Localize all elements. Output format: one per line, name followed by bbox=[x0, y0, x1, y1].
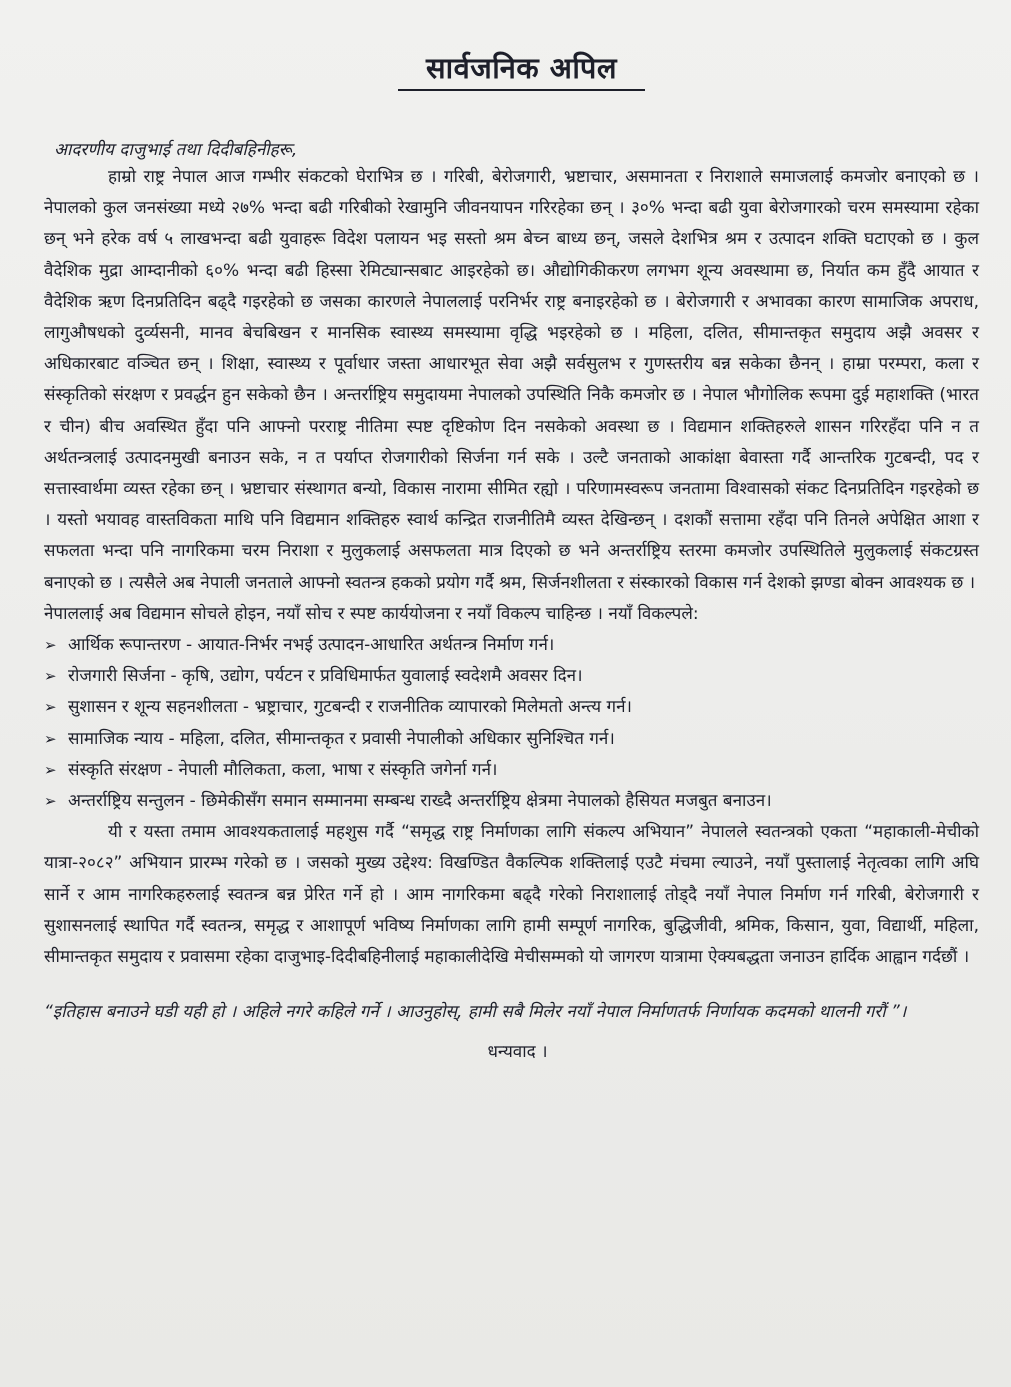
salutation: आदरणीय दाजुभाई तथा दिदीबहिनीहरू, bbox=[54, 140, 298, 160]
list-item bbox=[44, 755, 979, 786]
points-intro: नेपाललाई अब विद्यमान सोचले होइन, नयाँ सोच र स्पष्ट कार्ययोजना र नयाँ विकल्प चाहिन्छ । नयाँ विकल्पले: bbox=[44, 603, 699, 624]
list-item-text: सामाजिक न्याय - महिला, दलित, सीमान्तकृत र प्रवासी नेपालीको अधिकार सुनिश्चित गर्न। bbox=[68, 728, 615, 749]
arrowhead-bullet-icon: ➢ bbox=[44, 729, 57, 748]
closing-quote: “इतिहास बनाउने घडी यही हो । अहिले नगरे कहिले गर्ने । आउनुहोस्, हामी सबै मिलेर नयाँ नेपाल निर्माणतर्फ निर्णायक कदमको थालनी गरौं ”। bbox=[44, 1002, 907, 1023]
paragraph-problems: हाम्रो राष्ट्र नेपाल आज गम्भीर संकटको घेराभित्र छ । गरिबी, बेरोजगारी, भ्रष्टाचार, असमानता र निराशाले समाजलाई कमजोर बनाएको छ । नेपालको कुल जनसंख्या मध्ये २७% भन्दा बढी गरिबीको रेखामुनि जीवनयापन गरिरहेका छन् । ३०% भन्दा बढी युवा बेरोजगारको चरम समस्यामा रहेका छन् भने हरेक वर्ष ५ लाखभन्दा बढी युवाहरू विदेश पलायन भइ सस्तो श्रम बेच्न बाध्य छन्, जसले देशभित्र श्रम र उत्पादन शक्ति घटाएको छ । कुल वैदेशिक मुद्रा आम्दानीको ६०% भन्दा बढी हिस्सा रेमिट्यान्सबाट आइरहेको छ। औद्योगिकीकरण लगभग शून्य अवस्थामा छ, निर्यात कम हुँदै आयात र वैदेशिक ऋण दिनप्रतिदिन बढ्दै गइरहेको छ जसका कारणले नेपाललाई परनिर्भर राष्ट्र बनाइरहेको छ । बेरोजगारी र अभावका कारण सामाजिक अपराध, लागुऔषधको दुर्व्यसनी, मानव बेचबिखन र मानसिक स्वास्थ्य समस्यामा वृद्धि भइरहेको छ । महिला, दलित, सीमान्तकृत समुदाय अझै अवसर र अधिकारबाट वञ्चित छन् । शिक्षा, स्वास्थ्य र पूर्वाधार जस्ता आधारभूत सेवा अझै सर्वसुलभ र गुणस्तरीय बन्न सकेका छैनन् । हाम्रा परम्परा, कला र संस्कृतिको संरक्षण र प्रवर्द्धन हुन सकेको छैन । अन्तर्राष्ट्रिय समुदायमा नेपालको उपस्थिति निकै कमजोर छ । नेपाल भौगोलिक रूपमा दुई महाशक्ति (भारत र चीन) बीच अवस्थित हुँदा पनि आफ्नो परराष्ट्र नीतिमा स्पष्ट दृष्टिकोण दिन नसकेको अवस्था छ । विद्यमान शक्तिहरुले शासन गरिरहँदा पनि न त अर्थतन्त्रलाई उत्पादनमुखी बनाउन सके, न त पर्याप्त रोजगारीको सिर्जना गर्न सके । उल्टै जनताको आकांक्षा बेवास्ता गर्दै आन्तरिक गुटबन्दी, पद र सत्तास्वार्थमा व्यस्त रहेका छन् । भ्रष्टाचार संस्थागत बन्यो, विकास नारामा सीमित रह्यो । परिणामस्वरूप जनतामा विश्वासको संकट दिनप्रतिदिन गइरहेको छ । यस्तो भयावह वास्तविकता माथि पनि विद्यमान शक्तिहरु स्वार्थ कन्द्रित राजनीतिमै व्यस्त देखिन्छन् । दशकौं सत्तामा रहँदा पनि तिनले अपेक्षित आशा र सफलता भन्दा पनि नागरिकमा चरम निराशा र मुलुकलाई असफलता मात्र दिएको छ भने अन्तर्राष्ट्रिय स्तरमा कमजोर उपस्थितिले मुलुकलाई संकटग्रस्त बनाएको छ । त्यसैले अब नेपाली जनताले आफ्नो स्वतन्त्र हकको प्रयोग गर्दै श्रम, सिर्जनशीलता र संस्कारको विकास गर्न देशको झण्डा बोक्न आवश्यक छ । bbox=[44, 167, 980, 593]
list-item bbox=[44, 724, 979, 755]
list-item bbox=[44, 661, 979, 692]
arrowhead-bullet-icon: ➢ bbox=[44, 698, 57, 717]
list-item-text: अन्तर्राष्ट्रिय सन्तुलन - छिमेकीसँग समान सम्मानमा सम्बन्ध राख्दै अन्तर्राष्ट्रिय क्षेत्रमा नेपालको हैसियत मजबुत बनाउन। bbox=[68, 791, 772, 812]
arrowhead-bullet-icon: ➢ bbox=[44, 792, 57, 811]
paragraph-campaign: यी र यस्ता तमाम आवश्यकतालाई महशुस गर्दै “समृद्ध राष्ट्र निर्माणका लागि संकल्प अभियान” नेपालले स्वतन्त्रको एकता “महाकाली-मेचीको यात्रा-२०८२” अभियान प्रारम्भ गरेको छ । जसको मुख्य उद्देश्य: विखण्डित वैकल्पिक शक्तिलाई एउटै मंचमा ल्याउने, नयाँ पुस्तालाई नेतृत्वका लागि अघि सार्ने र आम नागरिकहरुलाई स्वतन्त्र बन्न प्रेरित गर्ने हो । आम नागरिकमा बढ्दै गरेको निराशालाई तोड्दै नयाँ नेपाल निर्माण गर्न गरिबी, बेरोजगारी र सुशासनलाई स्थापित गर्दै स्वतन्त्र, समृद्ध र आशापूर्ण भविष्य निर्माणका लागि हामी सम्पूर्ण नागरिक, बुद्धिजीवी, श्रमिक, किसान, युवा, विद्यार्थी, महिला, सीमान्तकृत समुदाय र प्रवासमा रहेका दाजुभाइ-दिदीबहिनीलाई महाकालीदेखि मेचीसम्मको यो जागरण यात्रामा ऐक्यबद्धता जनाउन हार्दिक आह्वान गर्दछौं । bbox=[44, 822, 979, 968]
list-item-text: रोजगारी सिर्जना - कृषि, उद्योग, पर्यटन र प्रविधिमार्फत युवालाई स्वदेशमै अवसर दिन। bbox=[68, 666, 583, 687]
document-title: सार्वजनिक अपिल bbox=[398, 48, 645, 91]
list-item-text: संस्कृति संरक्षण - नेपाली मौलिकता, कला, भाषा र संस्कृति जगेर्ना गर्न। bbox=[68, 759, 498, 780]
list-item bbox=[44, 786, 979, 817]
list-item bbox=[44, 630, 979, 661]
document-body bbox=[44, 162, 979, 973]
list-item-text: सुशासन र शून्य सहनशीलता - भ्रष्ट्राचार, गुटबन्दी र राजनीतिक व्यापारको मिलेमतो अन्त्य गर्न। bbox=[68, 697, 632, 718]
arrowhead-bullet-icon: ➢ bbox=[44, 636, 57, 655]
alternatives-list bbox=[44, 630, 979, 817]
arrowhead-bullet-icon: ➢ bbox=[44, 760, 57, 779]
list-item-text: आर्थिक रूपान्तरण - आयात-निर्भर नभई उत्पादन-आधारित अर्थतन्त्र निर्माण गर्न। bbox=[68, 635, 555, 656]
document-title-wrap bbox=[64, 48, 979, 91]
list-item bbox=[44, 692, 979, 723]
arrowhead-bullet-icon: ➢ bbox=[44, 667, 57, 686]
closing-thanks: धन्यवाद । bbox=[487, 1042, 548, 1063]
